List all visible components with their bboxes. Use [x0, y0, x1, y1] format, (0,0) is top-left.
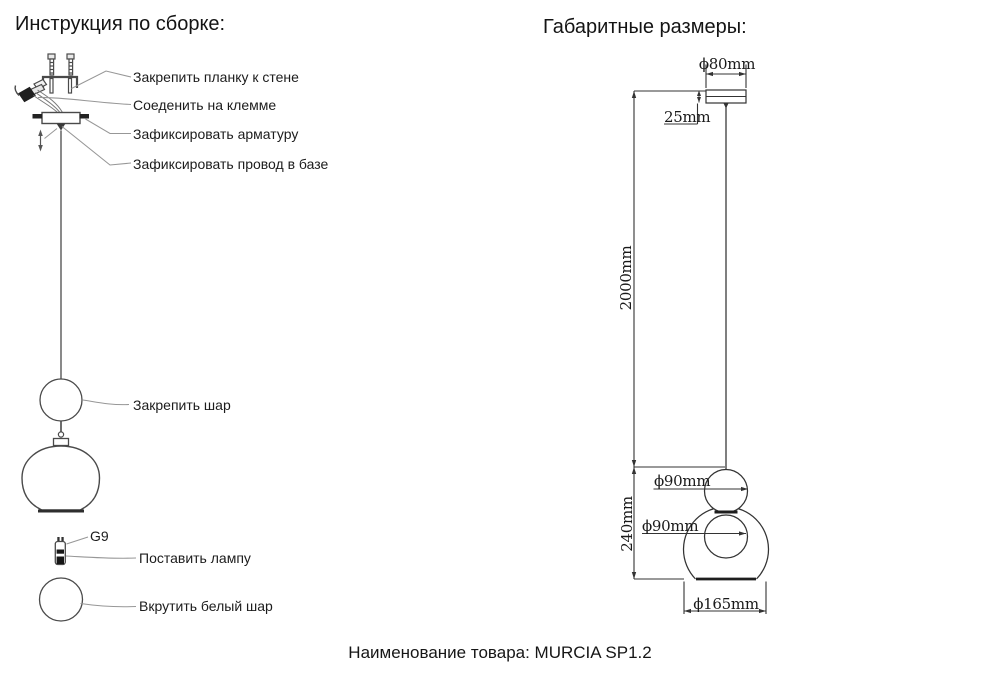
leader-lines	[38, 71, 136, 607]
white-ball	[40, 578, 83, 621]
assembly-title: Инструкция по сборке:	[15, 13, 226, 35]
g9-bulb-icon	[55, 537, 65, 565]
assembly-diagram	[0, 0, 350, 640]
dim-top-ball-diameter: ϕ90mm	[654, 472, 711, 490]
glass-shade	[22, 446, 100, 510]
label-fix-wire-base: Зафиксировать провод в базе	[133, 156, 329, 172]
label-secure-ball: Закрепить шар	[133, 397, 231, 413]
label-fix-fitting: Зафиксировать арматуру	[133, 126, 299, 142]
dim-canopy-height: 25mm	[664, 108, 711, 126]
base-tab	[33, 114, 43, 119]
label-secure-bracket: Закрепить планку к стене	[133, 69, 299, 85]
label-screw-white-ball: Вкрутить белый шар	[139, 598, 273, 614]
label-connect-terminal: Соеденить на клемме	[133, 97, 277, 113]
product-name: Наименование товара: MURCIA SP1.2	[348, 643, 652, 662]
inner-ball	[705, 515, 748, 558]
dim-inner-ball-diameter: ϕ90mm	[642, 517, 699, 535]
shade-knob	[58, 432, 63, 437]
ceiling-base	[42, 113, 80, 124]
wires	[34, 90, 63, 113]
label-insert-lamp: Поставить лампу	[139, 550, 251, 566]
cord-grip-cone	[57, 124, 66, 131]
bracket-pin	[69, 79, 72, 94]
dim-shade-diameter: ϕ165mm	[693, 595, 759, 613]
top-ball	[40, 379, 82, 421]
plug-icon	[15, 86, 35, 102]
dim-canopy-diameter: ϕ80mm	[698, 55, 756, 73]
adjust-arrow-icon	[38, 130, 43, 152]
base-tab	[80, 114, 90, 119]
dim-fixture-height: 240mm	[618, 496, 636, 552]
label-socket-type: G9	[90, 528, 109, 544]
shade-cap	[54, 439, 69, 446]
dimensions-title: Габаритные размеры:	[543, 16, 747, 38]
dim-cord-length: 2000mm	[617, 245, 635, 311]
screw-icon	[48, 54, 74, 75]
bracket-pin	[50, 79, 53, 94]
